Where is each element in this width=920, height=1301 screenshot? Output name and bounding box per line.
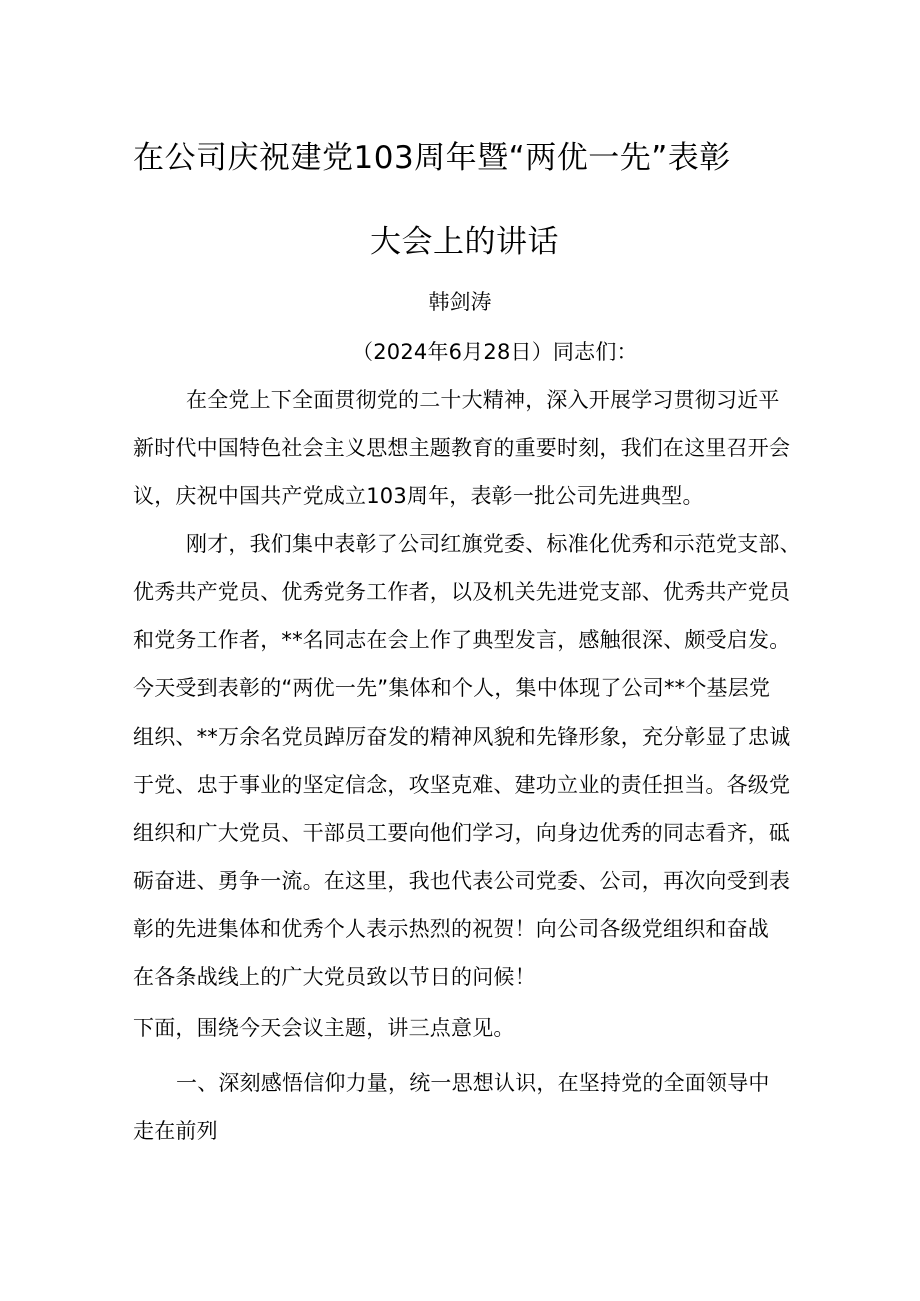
date-greeting: （2024年6月28日）同志们： [352, 340, 638, 364]
paragraph-2-line: 彰的先进集体和优秀个人表示热烈的祝贺！向公司各级党组织和奋战 [133, 917, 769, 941]
paragraph-2-line: 组织、**万余名党员踔厉奋发的精神风貌和先锋形象，充分彰显了忠诚 [133, 725, 791, 749]
title-line-1: 在公司庆祝建党103周年暨“两优一先”表彰 [133, 140, 731, 176]
paragraph-2-line: 于党、忠于事业的坚定信念，攻坚克难、建功立业的责任担当。各级党 [133, 773, 791, 797]
paragraph-1-line: 新时代中国特色社会主义思想主题教育的重要时刻，我们在这里召开会 [133, 436, 791, 460]
paragraph-2-line: 组织和广大党员、干部员工要向他们学习，向身边优秀的同志看齐，砥 [133, 821, 791, 845]
paragraph-2-line: 砺奋进、勇争一流。在这里，我也代表公司党委、公司，再次向受到表 [133, 869, 791, 893]
section-1-heading-line: 一、深刻感悟信仰力量，统一思想认识，在坚持党的全面领导中 [176, 1071, 770, 1095]
paragraph-2-line: 和党务工作者，**名同志在会上作了典型发言，感触很深、颇受启发。 [133, 628, 791, 652]
paragraph-2-line: 在各条战线上的广大党员致以节日的问候！ [133, 965, 536, 989]
author-name: 韩剑涛 [428, 290, 492, 314]
paragraph-1-line: 在全党上下全面贯彻党的二十大精神，深入开展学习贯彻习近平 [186, 388, 780, 412]
section-1-heading-line: 走在前列 [133, 1119, 218, 1143]
title-line-2: 大会上的讲话 [370, 224, 559, 260]
paragraph-2-line: 刚才，我们集中表彰了公司红旗党委、标准化优秀和示范党支部、 [186, 532, 801, 556]
paragraph-2-line: 今天受到表彰的“两优一先”集体和个人，集中体现了公司**个基层党 [133, 676, 771, 700]
paragraph-2-line: 优秀共产党员、优秀党务工作者，以及机关先进党支部、优秀共产党员 [133, 580, 791, 604]
paragraph-3: 下面，围绕今天会议主题，讲三点意见。 [133, 1016, 515, 1040]
paragraph-1-line: 议，庆祝中国共产党成立103周年，表彰一批公司先进典型。 [133, 484, 704, 508]
